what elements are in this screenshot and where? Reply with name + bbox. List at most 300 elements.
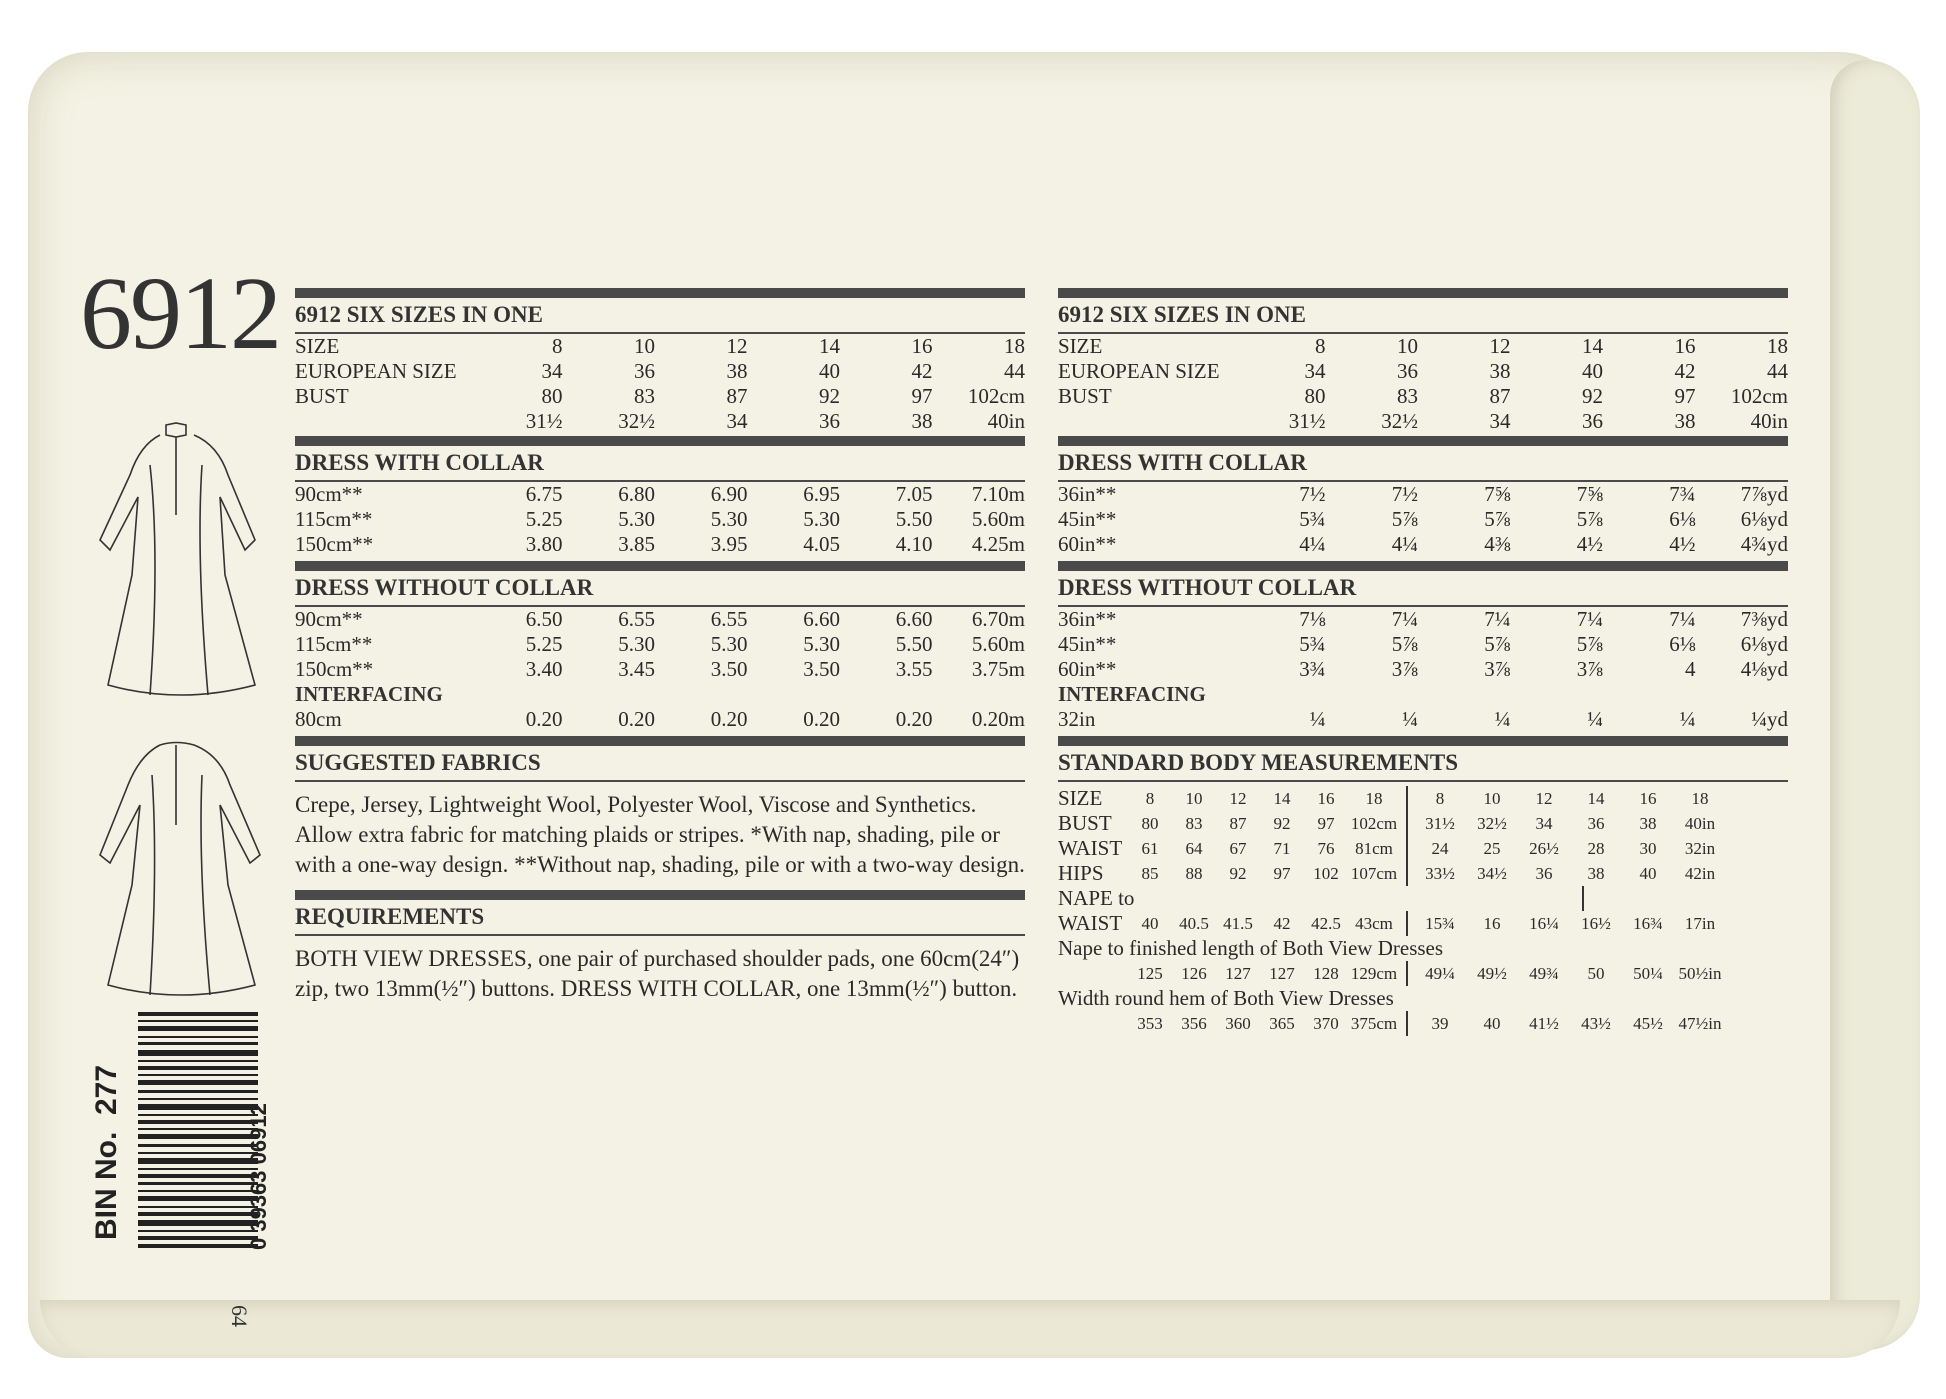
cell-value: 32½ <box>1477 814 1507 833</box>
envelope-flap-right <box>1830 60 1920 1350</box>
cell-value: 3.40 <box>525 657 563 681</box>
table-row <box>1058 409 1788 434</box>
cell-value: 40 <box>1141 914 1159 933</box>
cell-value: 356 <box>1181 1014 1207 1033</box>
cell-value: 127 <box>1225 964 1251 983</box>
cell-value: 3¾ <box>1299 657 1326 681</box>
right-with-collar-heading: DRESS WITH COLLAR <box>1058 450 1307 475</box>
table-row <box>1058 986 1788 1011</box>
cell-value: 7.05 <box>895 482 933 506</box>
right-interfacing-heading: INTERFACING <box>1058 682 1206 706</box>
cell-value: 16 <box>1317 789 1335 808</box>
table-row <box>295 507 1025 532</box>
cell-value: 7¼ <box>1484 607 1511 631</box>
column-divider <box>1582 886 1584 911</box>
cell-value: 43½ <box>1581 1014 1611 1033</box>
cell-value: 126 <box>1181 964 1207 983</box>
cell-value: 44 <box>1767 359 1788 383</box>
cell-value: 5⅞ <box>1391 507 1418 531</box>
requirements-heading: REQUIREMENTS <box>295 904 485 929</box>
row-label: SIZE <box>295 334 340 358</box>
column-divider <box>1406 811 1408 836</box>
cell-value: 5.30 <box>803 507 840 531</box>
spacer <box>1358 886 1576 911</box>
row-label: BUST <box>295 384 349 408</box>
cell-value: 40in <box>987 409 1025 433</box>
cell-value: 30 <box>1639 839 1657 858</box>
cell-value: 38 <box>911 409 933 433</box>
cell-value: 38 <box>1587 864 1605 883</box>
cell-value: 33½ <box>1425 864 1455 883</box>
cell-value: 5⅞ <box>1484 507 1511 531</box>
cell-value: 38 <box>1674 409 1696 433</box>
cell-value: 365 <box>1269 1014 1295 1033</box>
table-row <box>1058 961 1788 986</box>
cell-value: 42.5 <box>1311 914 1341 933</box>
cell-value: 87 <box>1229 814 1247 833</box>
cell-value: 4.25m <box>971 532 1025 556</box>
cell-value: 7.10m <box>971 482 1025 506</box>
cell-value: 6.55 <box>618 607 655 631</box>
cell-value: 15¾ <box>1425 914 1455 933</box>
cell-value: 3.45 <box>618 657 655 681</box>
cell-value: 12 <box>726 334 748 358</box>
cell-value: 88 <box>1185 864 1203 883</box>
cell-value: ¼ <box>1494 707 1511 731</box>
dress-front-collar <box>166 423 186 437</box>
cell-value: 127 <box>1269 964 1295 983</box>
cell-value: 71 <box>1273 839 1291 858</box>
left-interfacing-row <box>295 707 1025 732</box>
row-label: 45in** <box>1058 632 1117 656</box>
table-row <box>1058 936 1788 961</box>
cell-value: 5.60m <box>971 507 1025 531</box>
row-label: BUST <box>1058 811 1112 835</box>
row-label: 36in** <box>1058 607 1117 631</box>
cell-value: 34 <box>1304 359 1326 383</box>
cell-value: 4⅛yd <box>1740 657 1788 681</box>
cell-value: 4.10 <box>895 532 933 556</box>
table-row <box>295 359 1025 384</box>
cell-value: 6.50 <box>525 607 563 631</box>
cell-value: 125 <box>1137 964 1163 983</box>
right-column <box>1058 288 1788 1036</box>
cell-value: ¼ <box>1402 707 1418 731</box>
cell-value: 34 <box>541 359 563 383</box>
table-row <box>1058 384 1788 409</box>
dress-back <box>100 743 260 996</box>
table-row <box>295 707 1025 732</box>
row-label: HIPS <box>1058 861 1104 885</box>
cell-value: 38 <box>1639 814 1657 833</box>
cell-value: 7⅝ <box>1484 482 1511 506</box>
cell-value: 3.85 <box>618 532 655 556</box>
left-title: 6912 SIX SIZES IN ONE <box>295 302 543 327</box>
cell-value: 34 <box>1535 814 1553 833</box>
cell-value: 38 <box>726 359 748 383</box>
cell-value: 38 <box>1489 359 1511 383</box>
cell-value: 40 <box>819 359 840 383</box>
table-row <box>1058 911 1788 936</box>
cell-value: 97 <box>1674 384 1696 408</box>
row-label: 150cm** <box>295 532 374 556</box>
cell-value: ¼ <box>1309 707 1326 731</box>
table-row <box>295 384 1025 409</box>
cell-value: 67 <box>1229 839 1247 858</box>
cell-value: 43cm <box>1355 914 1393 933</box>
cell-value: 5⅞ <box>1391 632 1418 656</box>
cell-value: 40in <box>1684 814 1716 833</box>
cell-value: 32½ <box>1381 409 1418 433</box>
row-label: NAPE to <box>1058 886 1135 910</box>
cell-value: 42 <box>911 359 933 383</box>
cell-value: 49½ <box>1477 964 1507 983</box>
cell-value: 6.90 <box>710 482 748 506</box>
left-with-collar-heading: DRESS WITH COLLAR <box>295 450 544 475</box>
cell-value: 36 <box>1582 409 1603 433</box>
cell-value: 16¾ <box>1633 914 1663 933</box>
cell-value: 10 <box>1185 789 1203 808</box>
cell-value: 6.60 <box>803 607 840 631</box>
cell-value: 102cm <box>1730 384 1788 408</box>
cell-value: 18 <box>1767 334 1788 358</box>
table-row <box>1058 607 1788 632</box>
row-label: 115cm** <box>295 632 373 656</box>
row-label: EUROPEAN SIZE <box>1058 359 1220 383</box>
cell-value: 14 <box>819 334 840 358</box>
cell-value: 360 <box>1225 1014 1251 1033</box>
cell-value: ¼ <box>1679 707 1696 731</box>
cell-value: 0.20 <box>525 707 563 731</box>
table-row <box>1058 632 1788 657</box>
right-title: 6912 SIX SIZES IN ONE <box>1058 302 1306 327</box>
left-with-collar-table <box>295 482 1025 557</box>
cell-value: 92 <box>1229 864 1247 883</box>
cell-value: ¼ <box>1587 707 1603 731</box>
column-divider <box>1406 836 1408 861</box>
cell-value: 18 <box>1365 789 1383 808</box>
cell-value: 4 <box>1685 657 1696 681</box>
cell-value: 0.20 <box>895 707 933 731</box>
table-row <box>1058 359 1788 384</box>
cell-value: 31½ <box>525 409 563 433</box>
cell-value: 5⅞ <box>1576 632 1603 656</box>
cell-value: 34½ <box>1477 864 1507 883</box>
cell-value: 7⅜yd <box>1740 607 1788 631</box>
cell-value: 4⅜ <box>1484 532 1511 556</box>
barcode-digits: 0 39363 06912 <box>246 1103 271 1250</box>
cell-value: 7⅝ <box>1576 482 1603 506</box>
cell-value: 3⅞ <box>1391 657 1418 681</box>
cell-value: 129cm <box>1350 964 1398 983</box>
row-label: 60in** <box>1058 532 1117 556</box>
cell-value: 92 <box>1582 384 1603 408</box>
row-label <box>295 409 470 434</box>
cell-value: 36 <box>819 409 840 433</box>
table-row <box>295 334 1025 359</box>
cell-value: 6.95 <box>803 482 840 506</box>
row-label: 90cm** <box>295 607 363 631</box>
cell-value: 370 <box>1313 1014 1339 1033</box>
row-label: 80cm <box>295 707 342 731</box>
cell-value: 16¼ <box>1529 914 1559 933</box>
cell-value: 17in <box>1684 914 1716 933</box>
cell-value: 25 <box>1483 839 1501 858</box>
row-label: EUROPEAN SIZE <box>295 359 457 383</box>
cell-value: 97 <box>1273 864 1291 883</box>
column-divider <box>1406 911 1408 936</box>
cell-value: 42in <box>1684 864 1716 883</box>
fabrics-heading: SUGGESTED FABRICS <box>295 750 541 775</box>
cell-value: 5⅞ <box>1576 507 1603 531</box>
cell-value: ¼yd <box>1751 707 1788 731</box>
cell-value: 81cm <box>1355 839 1393 858</box>
right-with-collar-table <box>1058 482 1788 557</box>
cell-value: 40.5 <box>1179 914 1209 933</box>
cell-value: 102 <box>1313 864 1339 883</box>
cell-value: 4¼ <box>1299 532 1326 556</box>
page-mark: 64 <box>227 1305 252 1327</box>
cell-value: 92 <box>819 384 840 408</box>
cell-value: 0.20 <box>618 707 655 731</box>
cell-value: 3⅞ <box>1484 657 1511 681</box>
cell-value: 5.50 <box>895 632 933 656</box>
row-label: 60in** <box>1058 657 1117 681</box>
row-label: BUST <box>1058 384 1112 408</box>
table-row <box>1058 482 1788 507</box>
cell-value: 102cm <box>967 384 1025 408</box>
cell-value: 4.05 <box>803 532 840 556</box>
cell-value: 12 <box>1489 334 1511 358</box>
cell-value: 7½ <box>1391 482 1418 506</box>
cell-value: 8 <box>1315 334 1326 358</box>
envelope-flap-bottom <box>40 1300 1900 1358</box>
cell-value: 39 <box>1431 1014 1449 1033</box>
cell-value: 3.50 <box>803 657 840 681</box>
cell-value: 36 <box>634 359 655 383</box>
cell-value: 6.55 <box>710 607 748 631</box>
cell-value: 128 <box>1313 964 1339 983</box>
right-without-collar-table <box>1058 607 1788 682</box>
cell-value: 8 <box>1145 789 1155 808</box>
cell-value: 80 <box>1141 814 1159 833</box>
cell-value: 24 <box>1431 839 1449 858</box>
cell-value: 10 <box>634 334 655 358</box>
column-divider <box>1406 861 1408 886</box>
left-column <box>295 288 1025 1004</box>
cell-value: 87 <box>1489 384 1511 408</box>
cell-value: 97 <box>911 384 933 408</box>
cell-value: 5.30 <box>803 632 840 656</box>
cell-value: 40 <box>1582 359 1603 383</box>
left-interfacing-heading: INTERFACING <box>295 682 443 706</box>
cell-value: 5.60m <box>971 632 1025 656</box>
cell-value: 5¾ <box>1299 632 1326 656</box>
cell-value: 16 <box>1639 789 1657 808</box>
row-label <box>1058 409 1233 434</box>
cell-value: 6.60 <box>895 607 933 631</box>
cell-value: 41.5 <box>1223 914 1253 933</box>
cell-value: 36 <box>1535 864 1553 883</box>
cell-value: 16 <box>911 334 933 358</box>
cell-value: 3.95 <box>710 532 748 556</box>
cell-value: 12 <box>1535 789 1553 808</box>
cell-value: 6⅛yd <box>1740 507 1788 531</box>
fabrics-text: Crepe, Jersey, Lightweight Wool, Polyester Wool, Viscose and Synthetics. Allow extra fabric for matching plaids or stripes. *With nap, shading, pile or with a one-way design. **Without nap, shading, pile or with a two-way design. <box>295 792 1025 877</box>
cell-value: 5⅞ <box>1484 632 1511 656</box>
cell-value: 16 <box>1483 914 1501 933</box>
cell-value: 32in <box>1684 839 1716 858</box>
cell-value: 18 <box>1004 334 1025 358</box>
cell-value: 40 <box>1483 1014 1501 1033</box>
cell-value: 76 <box>1317 839 1335 858</box>
table-row <box>1058 786 1788 811</box>
cell-value: 6⅛ <box>1669 507 1696 531</box>
table-row <box>1058 886 1788 911</box>
cell-value: 83 <box>634 384 655 408</box>
cell-value: 14 <box>1582 334 1603 358</box>
cell-value: 7¾ <box>1669 482 1696 506</box>
cell-value: 97 <box>1317 814 1335 833</box>
cell-value: 31½ <box>1425 814 1455 833</box>
cell-value: 80 <box>541 384 563 408</box>
table-row <box>1058 532 1788 557</box>
cell-value: 34 <box>1489 409 1511 433</box>
cell-value: 6.70m <box>971 607 1025 631</box>
cell-value: 61 <box>1141 839 1159 858</box>
table-row <box>1058 507 1788 532</box>
cell-value: 7¼ <box>1576 607 1603 631</box>
cell-value: 14 <box>1587 789 1605 808</box>
cell-value: 5.30 <box>618 507 655 531</box>
cell-value: 10 <box>1483 789 1501 808</box>
cell-value: 50 <box>1587 964 1605 983</box>
cell-value: 4½ <box>1669 532 1696 556</box>
row-label: 45in** <box>1058 507 1117 531</box>
cell-value: 64 <box>1185 839 1203 858</box>
table-row <box>1058 836 1788 861</box>
cell-value: 5.25 <box>525 507 563 531</box>
row-label: Nape to finished length of Both View Dresses <box>1058 936 1444 960</box>
row-label: 150cm** <box>295 657 374 681</box>
cell-value: 7¼ <box>1669 607 1696 631</box>
table-row <box>1058 861 1788 886</box>
row-label: Width round hem of Both View Dresses <box>1058 986 1394 1010</box>
column-divider <box>1406 1011 1408 1036</box>
cell-value: 42 <box>1273 914 1291 933</box>
left-size-table <box>295 334 1025 434</box>
cell-value: 32½ <box>618 409 655 433</box>
cell-value: 3.75m <box>971 657 1025 681</box>
row-label: SIZE <box>1058 786 1103 810</box>
cell-value: 375cm <box>1350 1014 1398 1033</box>
cell-value: 4¼ <box>1391 532 1418 556</box>
cell-value: 5.50 <box>895 507 933 531</box>
cell-value: 36 <box>1397 359 1418 383</box>
table-row <box>1058 811 1788 836</box>
table-row <box>1058 707 1788 732</box>
cell-value: 107cm <box>1350 864 1398 883</box>
cell-value: 8 <box>552 334 563 358</box>
cell-value: 26½ <box>1529 839 1559 858</box>
right-size-table <box>1058 334 1788 434</box>
table-row <box>1058 657 1788 682</box>
table-row <box>295 657 1025 682</box>
cell-value: 7¼ <box>1391 607 1418 631</box>
barcode <box>138 1012 258 1248</box>
right-without-collar-heading: DRESS WITHOUT COLLAR <box>1058 575 1357 600</box>
dress-illustrations <box>90 405 270 1010</box>
cell-value: 3⅞ <box>1576 657 1603 681</box>
cell-value: 0.20 <box>710 707 748 731</box>
row-label <box>1058 1011 1128 1036</box>
requirements-text: BOTH VIEW DRESSES, one pair of purchased shoulder pads, one 60cm(24″) zip, two 13mm(½″) buttons. DRESS WITH COLLAR, one 13mm(½″) button. <box>295 946 1020 1001</box>
table-row <box>295 532 1025 557</box>
pattern-number: 6912 <box>80 256 280 371</box>
cell-value: 4½ <box>1576 532 1603 556</box>
cell-value: 16 <box>1674 334 1696 358</box>
cell-value: 44 <box>1004 359 1025 383</box>
cell-value: 83 <box>1397 384 1418 408</box>
cell-value: 3.50 <box>710 657 748 681</box>
cell-value: 102cm <box>1350 814 1398 833</box>
cell-value: 36 <box>1587 814 1605 833</box>
cell-value: 92 <box>1273 814 1291 833</box>
cell-value: 6⅛ <box>1669 632 1696 656</box>
cell-value: 6.75 <box>525 482 563 506</box>
cell-value: 5.25 <box>525 632 563 656</box>
cell-value: 18 <box>1691 789 1709 808</box>
left-without-collar-table <box>295 607 1025 682</box>
cell-value: 3.80 <box>525 532 563 556</box>
row-label: 36in** <box>1058 482 1117 506</box>
cell-value: 80 <box>1304 384 1326 408</box>
cell-value: 4¾yd <box>1740 532 1788 556</box>
table-row <box>295 482 1025 507</box>
cell-value: 87 <box>726 384 748 408</box>
cell-value: 40in <box>1750 409 1788 433</box>
cell-value: 3.55 <box>895 657 933 681</box>
cell-value: 47½in <box>1678 1014 1722 1033</box>
cell-value: 41½ <box>1529 1014 1559 1033</box>
row-label <box>1058 961 1128 986</box>
column-divider <box>1406 786 1408 811</box>
cell-value: 40 <box>1639 864 1657 883</box>
bin-number: BIN No. 277 <box>90 1064 123 1240</box>
cell-value: 34 <box>726 409 748 433</box>
cell-value: 28 <box>1587 839 1605 858</box>
row-label: 115cm** <box>295 507 373 531</box>
table-row <box>295 632 1025 657</box>
right-interfacing-row <box>1058 707 1788 732</box>
cell-value: 5.30 <box>710 632 748 656</box>
cell-value: 0.20 <box>803 707 840 731</box>
cell-value: 31½ <box>1288 409 1326 433</box>
cell-value: 0.20m <box>971 707 1025 731</box>
table-row <box>1058 1011 1788 1036</box>
cell-value: 10 <box>1397 334 1418 358</box>
row-label: WAIST <box>1058 836 1123 860</box>
table-row <box>1058 334 1788 359</box>
body-measurements-table <box>1058 786 1788 1036</box>
cell-value: 5.30 <box>710 507 748 531</box>
row-label: 32in <box>1058 707 1096 731</box>
table-row <box>295 409 1025 434</box>
cell-value: 8 <box>1435 789 1445 808</box>
column-divider <box>1406 961 1408 986</box>
cell-value: 45½ <box>1633 1014 1663 1033</box>
body-measurements-heading: STANDARD BODY MEASUREMENTS <box>1058 750 1458 775</box>
